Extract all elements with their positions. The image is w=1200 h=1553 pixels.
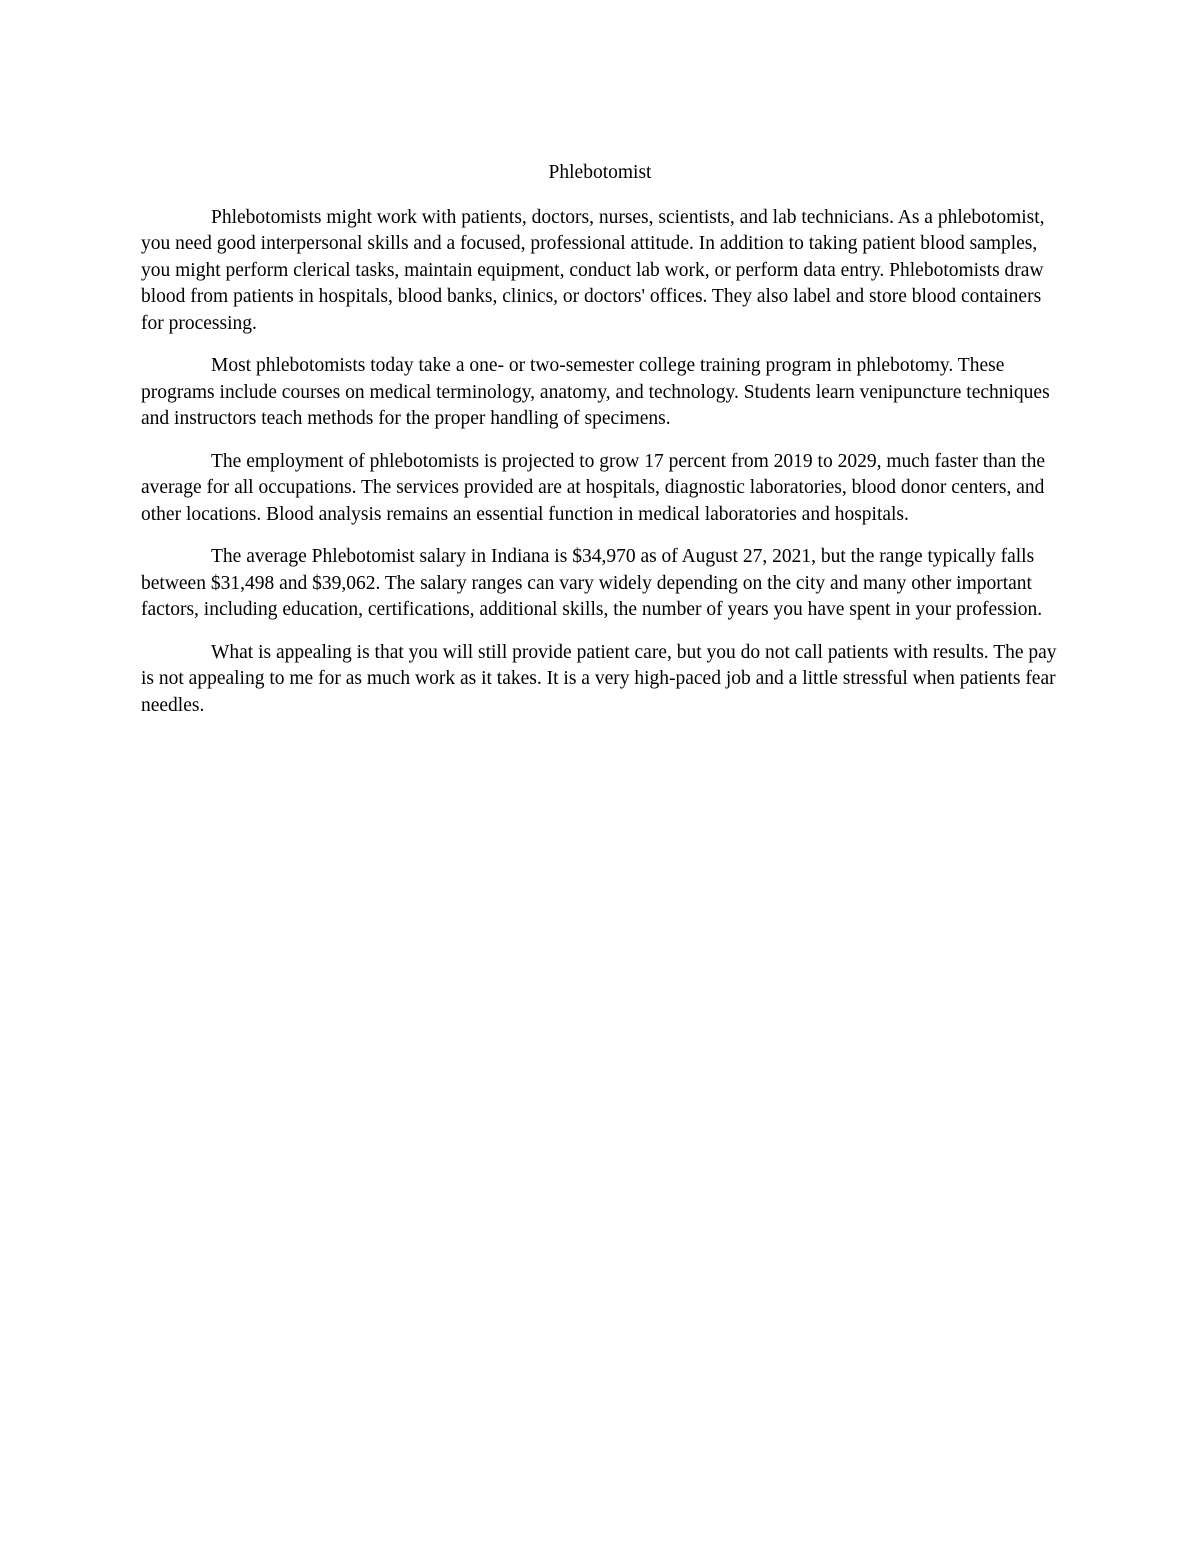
- paragraph-opinion: What is appealing is that you will still provide patient care, but you do not call patients with results. The pay is not appealing to me for as much work as it takes. It is a very high-paced job and a little stressful when patients fear needles.: [141, 641, 1057, 716]
- paragraph-training: Most phlebotomists today take a one- or two-semester college training program in phlebotomy. These programs include courses on medical terminology, anatomy, and technology. Students learn venipuncture techniques and instructors teach methods for the proper handling of specimens.: [141, 355, 1050, 429]
- paragraph-salary: The average Phlebotomist salary in Indiana is $34,970 as of August 27, 2021, but the range typically falls between $31,498 and $39,062. The salary ranges can vary widely depending on the city and many other important factors, including education, certifications, additional skills, the number of years you have spent in your profession.: [141, 546, 1043, 620]
- document-body: [141, 160, 1059, 735]
- document-title: Phlebotomist: [548, 162, 652, 183]
- paragraph-duties: Phlebotomists might work with patients, doctors, nurses, scientists, and lab technicians. As a phlebotomist, you need good interpersonal skills and a focused, professional attitude. In addition to taking patient blood samples, you might perform clerical tasks, maintain equipment, conduct lab work, or perform data entry. Phlebotomists draw blood from patients in hospitals, blood banks, clinics, or doctors' offices. They also label and store blood containers for processing.: [141, 206, 1045, 334]
- paragraph-employment: The employment of phlebotomists is projected to grow 17 percent from 2019 to 2029, much faster than the average for all occupations. The services provided are at hospitals, diagnostic laboratories, blood donor centers, and other locations. Blood analysis remains an essential function in medical laboratories and hospitals.: [141, 450, 1045, 525]
